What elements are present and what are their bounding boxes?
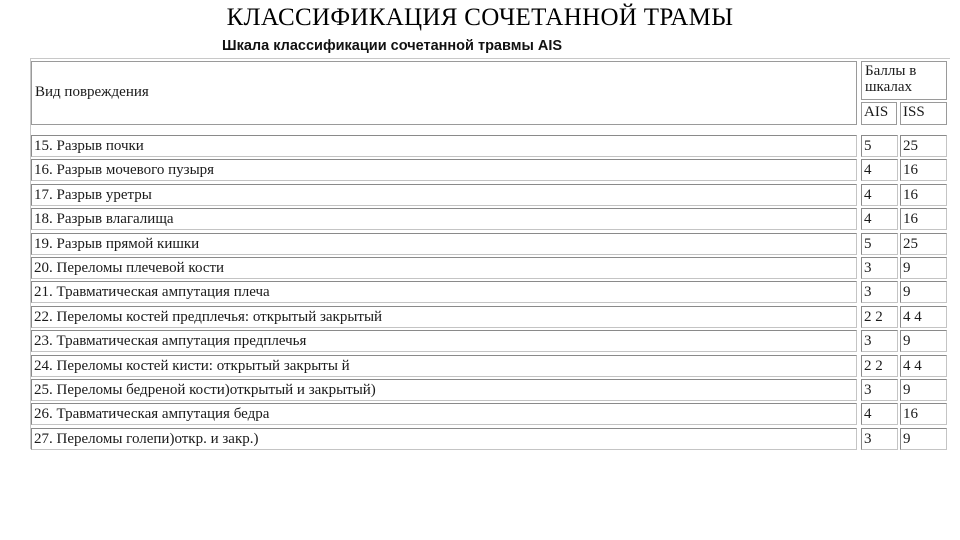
iss-score-cell: 4 4 xyxy=(900,355,947,377)
ais-score-cell: 3 xyxy=(861,281,898,303)
iss-score-cell: 16 xyxy=(900,184,947,206)
injury-name-cell: 18. Разрыв влагалища xyxy=(31,208,857,230)
iss-score-cell: 16 xyxy=(900,403,947,425)
injury-name-cell: 16. Разрыв мочевого пузыря xyxy=(31,159,857,181)
table-row xyxy=(31,134,949,158)
header-injury-type xyxy=(31,61,857,125)
table-row xyxy=(31,402,949,426)
ais-score-cell: 4 xyxy=(861,184,898,206)
iss-score-cell: 9 xyxy=(900,257,947,279)
injury-name-cell: 25. Переломы бедреной кости)открытый и закрытый) xyxy=(31,379,857,401)
injury-name-cell: 21. Травматическая ампутация плеча xyxy=(31,281,857,303)
iss-score-cell: 4 4 xyxy=(900,306,947,328)
table-row xyxy=(31,280,949,304)
ais-score-cell: 3 xyxy=(861,257,898,279)
ais-score-cell: 4 xyxy=(861,208,898,230)
table-row xyxy=(31,158,949,182)
ais-score-cell: 3 xyxy=(861,330,898,352)
table-row xyxy=(31,232,949,256)
iss-score-cell: 16 xyxy=(900,159,947,181)
ais-score-cell: 5 xyxy=(861,135,898,157)
ais-score-cell: 3 xyxy=(861,379,898,401)
injury-name-cell: 17. Разрыв уретры xyxy=(31,184,857,206)
table-row xyxy=(31,329,949,353)
header-ais: AIS xyxy=(861,102,897,125)
injury-name-cell: 22. Переломы костей предплечья: открытый закрытый xyxy=(31,306,857,328)
table-row xyxy=(31,427,949,451)
ais-score-cell: 3 xyxy=(861,428,898,450)
injury-name-cell: 24. Переломы костей кисти: открытый закрыты й xyxy=(31,355,857,377)
iss-score-cell: 16 xyxy=(900,208,947,230)
iss-score-cell: 9 xyxy=(900,330,947,352)
header-scores-group: Баллы в шкалах xyxy=(861,61,947,100)
ais-score-cell: 4 xyxy=(861,159,898,181)
injury-name-cell: 27. Переломы голепи)откр. и закр.) xyxy=(31,428,857,450)
slide-title: КЛАССИФИКАЦИЯ СОЧЕТАННОЙ ТРАМЫ xyxy=(226,4,734,31)
table-row xyxy=(31,305,949,329)
iss-score-cell: 9 xyxy=(900,428,947,450)
ais-score-cell: 2 2 xyxy=(861,306,898,328)
table-caption: Шкала классификации сочетанной травмы AIS xyxy=(222,38,563,54)
injury-name-cell: 15. Разрыв почки xyxy=(31,135,857,157)
table-row xyxy=(31,183,949,207)
injury-name-cell: 23. Травматическая ампутация предплечья xyxy=(31,330,857,352)
injury-name-cell: 20. Переломы плечевой кости xyxy=(31,257,857,279)
header-injury-type-label: Вид повреждения xyxy=(35,84,149,100)
header-iss: ISS xyxy=(900,102,947,125)
table-row xyxy=(31,256,949,280)
table-row xyxy=(31,378,949,402)
table-row xyxy=(31,207,949,231)
table-body xyxy=(31,134,949,451)
iss-score-cell: 9 xyxy=(900,379,947,401)
injury-name-cell: 26. Травматическая ампутация бедра xyxy=(31,403,857,425)
injury-name-cell: 19. Разрыв прямой кишки xyxy=(31,233,857,255)
iss-score-cell: 9 xyxy=(900,281,947,303)
iss-score-cell: 25 xyxy=(900,233,947,255)
ais-score-cell: 5 xyxy=(861,233,898,255)
ais-score-cell: 4 xyxy=(861,403,898,425)
ais-score-cell: 2 2 xyxy=(861,355,898,377)
table-row xyxy=(31,354,949,378)
iss-score-cell: 25 xyxy=(900,135,947,157)
